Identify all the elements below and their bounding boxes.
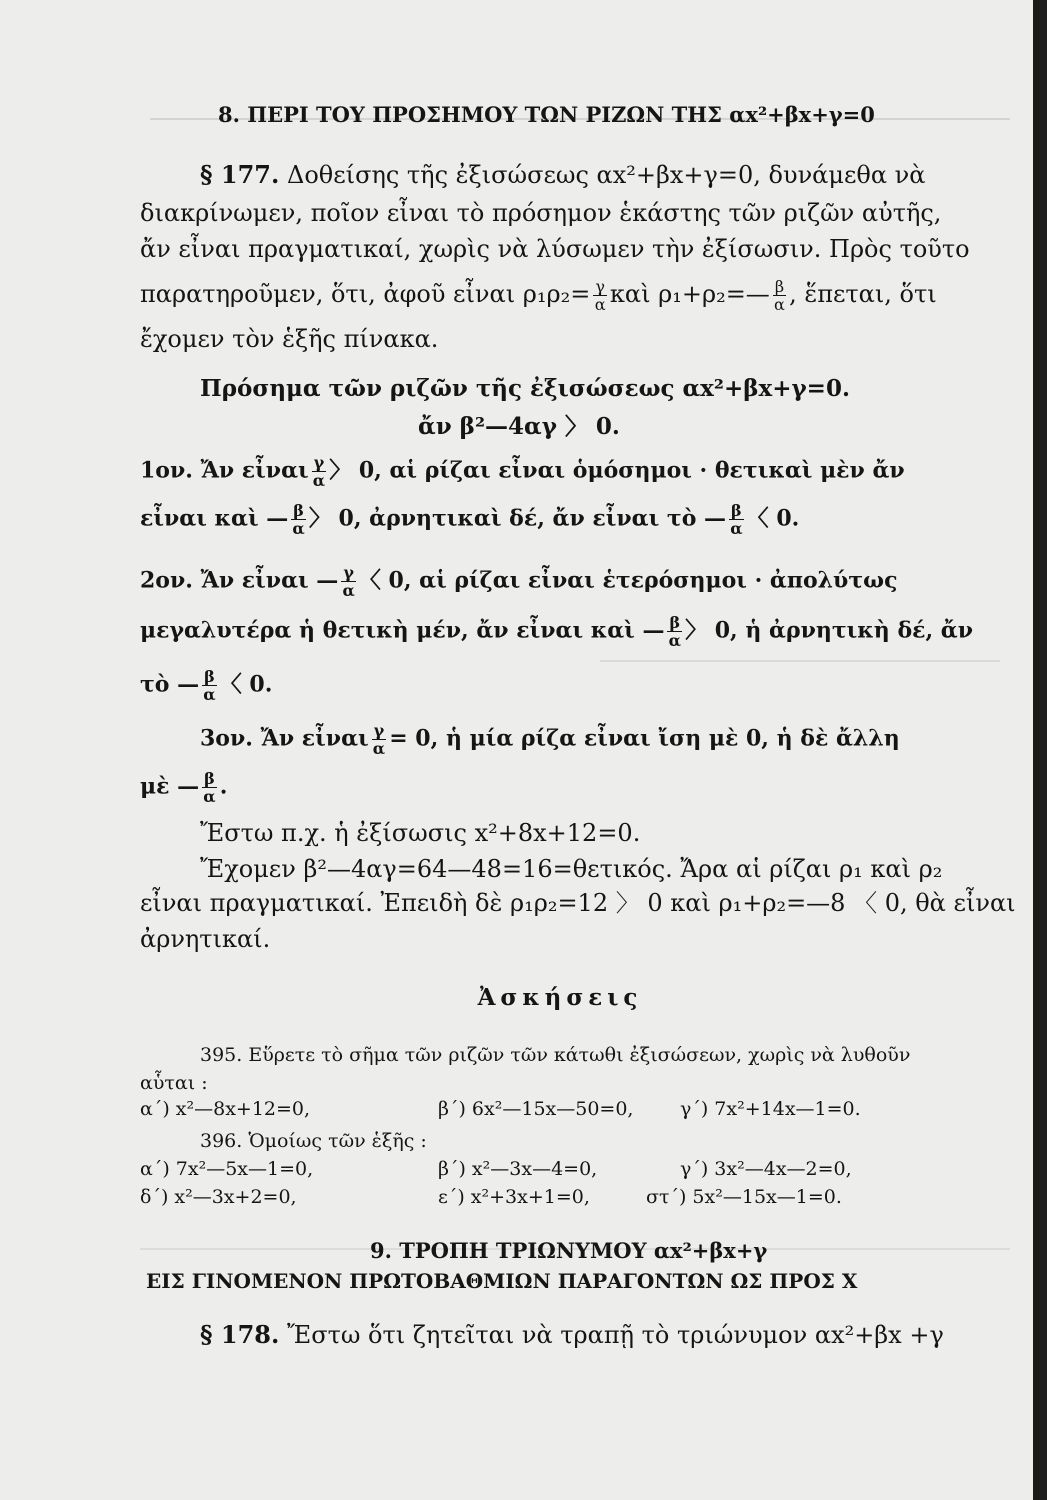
fraction-gamma-over-alpha: $\frac{\gamma}{\alpha}$ bbox=[312, 453, 326, 490]
exercise-395-item-a: α΄) x²—8x+12=0, bbox=[140, 1098, 311, 1120]
case-3-line-2 bbox=[140, 770, 227, 805]
fraction-beta-over-alpha: $\frac{\beta}{\alpha}$ bbox=[292, 501, 305, 538]
para-177-line-5: ἔχομεν τὸν ἑξῆς πίνακα. bbox=[140, 325, 439, 353]
exercise-395-line-1: 395. Εὕρετε τὸ σῆμα τῶν ριζῶν τῶν κάτωθι ἐξισώσεων, χωρὶς νὰ λυθοῦν bbox=[200, 1044, 911, 1066]
para-177-line-1 bbox=[200, 160, 925, 190]
case-1-text-c: εἶναι καὶ — bbox=[140, 505, 289, 532]
exercise-396-line-1: 396. Ὁμοίως τῶν ἑξῆς : bbox=[200, 1130, 427, 1152]
para-177-line-4 bbox=[140, 278, 937, 313]
example-line-1: Ἔστω π.χ. ἡ ἐξίσωσις x²+8x+12=0. bbox=[200, 819, 641, 847]
case-1-text-a: 1ον. Ἄν εἶναι bbox=[140, 457, 309, 484]
fraction-gamma-over-alpha: $\frac{\gamma}{\alpha}$ bbox=[594, 277, 606, 314]
fraction-beta-over-alpha: $\frac{\beta}{\alpha}$ bbox=[774, 277, 785, 314]
example-line-4: ἀρνητικαί. bbox=[140, 925, 271, 953]
fraction-beta-over-alpha: $\frac{\beta}{\alpha}$ bbox=[730, 501, 743, 538]
example-line-3: εἶναι πραγματικαί. Ἐπειδὴ δὲ ρ₁ρ₂=12 〉 0 καὶ ρ₁+ρ₂=—8 〈 0, θὰ εἶναι bbox=[140, 889, 1016, 917]
case-3-text-d: . bbox=[219, 773, 228, 800]
para-177-line-3: ἄν εἶναι πραγματικαί, χωρὶς νὰ λύσωμεν τὴν ἐξίσωσιν. Πρὸς τοῦτο bbox=[140, 235, 970, 263]
para-177-text-4b: καὶ ρ₁+ρ₂=— bbox=[609, 280, 770, 308]
case-2-text-b: 〈 0, αἱ ρίζαι εἶναι ἑτερόσημοι · ἀπολύτως bbox=[358, 567, 898, 594]
exercise-396-item-b: β΄) x²—3x—4=0, bbox=[438, 1158, 598, 1180]
section-9-heading-line-2: ΕΙΣ ΓΙΝΟΜΕΝΟΝ ΠΡΩΤΟΒΑΘΜΙΩΝ ΠΑΡΑΓΟΝΤΩΝ ΩΣ ΠΡΟΣ X bbox=[146, 1269, 858, 1293]
para-178-mark: § 178. bbox=[200, 1320, 280, 1349]
section-8-heading: 8. ΠΕΡΙ ΤΟΥ ΠΡΟΣΗΜΟΥ ΤΩΝ ΡΙΖΩΝ ΤΗΣ αx²+βx+γ=0 bbox=[218, 102, 875, 127]
fraction-beta-over-alpha: $\frac{\beta}{\alpha}$ bbox=[203, 667, 216, 704]
table-title: Πρόσημα τῶν ριζῶν τῆς ἐξισώσεως αx²+βx+γ=0. bbox=[200, 375, 850, 402]
case-3-text-c: μὲ — bbox=[140, 773, 200, 800]
section-9-heading-line-1: 9. ΤΡΟΠΗ ΤΡΙΩΝΥΜΟΥ αx²+βx+γ bbox=[370, 1238, 768, 1263]
exercise-396-item-c: γ΄) 3x²—4x—2=0, bbox=[680, 1158, 852, 1180]
case-2-text-a: 2ον. Ἄν εἶναι — bbox=[140, 567, 339, 594]
exercise-396-item-a: α΄) 7x²—5x—1=0, bbox=[140, 1158, 314, 1180]
para-177-text-4a: παρατηροῦμεν, ὅτι, ἀφοῦ εἶναι ρ₁ρ₂= bbox=[140, 280, 591, 308]
para-178-line-1 bbox=[200, 1320, 944, 1350]
scan-edge-shadow bbox=[1033, 0, 1040, 1500]
case-3-line-1 bbox=[200, 722, 900, 757]
exercise-396-item-d: δ΄) x²—3x+2=0, bbox=[140, 1186, 297, 1208]
case-2-text-d: 〉 0, ἡ ἀρνητικὴ δέ, ἄν bbox=[685, 617, 974, 644]
case-2-text-f: 〈 0. bbox=[219, 671, 273, 698]
case-3-text-b: = 0, ἡ μία ρίζα εἶναι ἴση μὲ 0, ἡ δὲ ἄλλη bbox=[389, 725, 900, 752]
case-2-line-3 bbox=[140, 668, 272, 703]
case-2-line-1 bbox=[140, 564, 897, 599]
exercise-396-item-f: στ΄) 5x²—15x—1=0. bbox=[646, 1186, 842, 1208]
bleed-through-texture bbox=[600, 660, 1000, 662]
fraction-beta-over-alpha: $\frac{\beta}{\alpha}$ bbox=[203, 769, 216, 806]
fraction-beta-over-alpha: $\frac{\beta}{\alpha}$ bbox=[668, 613, 681, 650]
fraction-gamma-over-alpha: $\frac{\gamma}{\alpha}$ bbox=[342, 563, 355, 600]
para-177-text-4c: , ἕπεται, ὅτι bbox=[789, 280, 937, 308]
exercise-395-line-2: αὗται : bbox=[140, 1072, 208, 1094]
case-1-text-e: 〈 0. bbox=[746, 505, 800, 532]
para-177-line-2: διακρίνωμεν, ποῖον εἶναι τὸ πρόσημον ἑκάστης τῶν ριζῶν αὐτῆς, bbox=[140, 199, 942, 227]
para-177-mark: § 177. bbox=[200, 160, 280, 189]
case-3-text-a: 3ον. Ἄν εἶναι bbox=[200, 725, 369, 752]
para-177-text-1: Δοθείσης τῆς ἐξισώσεως αx²+βx+γ=0, δυνάμεθα νὰ bbox=[287, 161, 926, 189]
exercise-395-item-b: β΄) 6x²—15x—50=0, bbox=[438, 1098, 634, 1120]
exercise-395-item-c: γ΄) 7x²+14x—1=0. bbox=[680, 1098, 861, 1120]
example-line-2: Ἔχομεν β²—4αγ=64—48=16=θετικός. Ἄρα αἱ ρίζαι ρ₁ καὶ ρ₂ bbox=[200, 855, 943, 883]
case-2-text-c: μεγαλυτέρα ἡ θετικὴ μέν, ἄν εἶναι καὶ — bbox=[140, 617, 665, 644]
para-178-text: Ἔστω ὅτι ζητεῖται νὰ τραπῇ τὸ τριώνυμον αx²+βx +γ bbox=[287, 1321, 944, 1349]
exercise-396-item-e: ε΄) x²+3x+1=0, bbox=[438, 1186, 590, 1208]
fraction-gamma-over-alpha: $\frac{\gamma}{\alpha}$ bbox=[372, 721, 386, 758]
case-1-line-1 bbox=[140, 454, 905, 489]
case-1-text-d: 〉 0, ἀρνητικαὶ δέ, ἄν εἶναι τὸ — bbox=[308, 505, 727, 532]
case-1-line-2 bbox=[140, 502, 799, 537]
case-2-text-e: τὸ — bbox=[140, 671, 200, 698]
case-1-text-b: 〉 0, αἱ ρίζαι εἶναι ὁμόσημοι · θετικαὶ μὲν ἄν bbox=[329, 457, 905, 484]
exercises-heading: Ἀσκήσεις bbox=[477, 984, 643, 1011]
table-condition: ἄν β²—4αγ 〉 0. bbox=[418, 413, 620, 440]
case-2-line-2 bbox=[140, 614, 973, 649]
